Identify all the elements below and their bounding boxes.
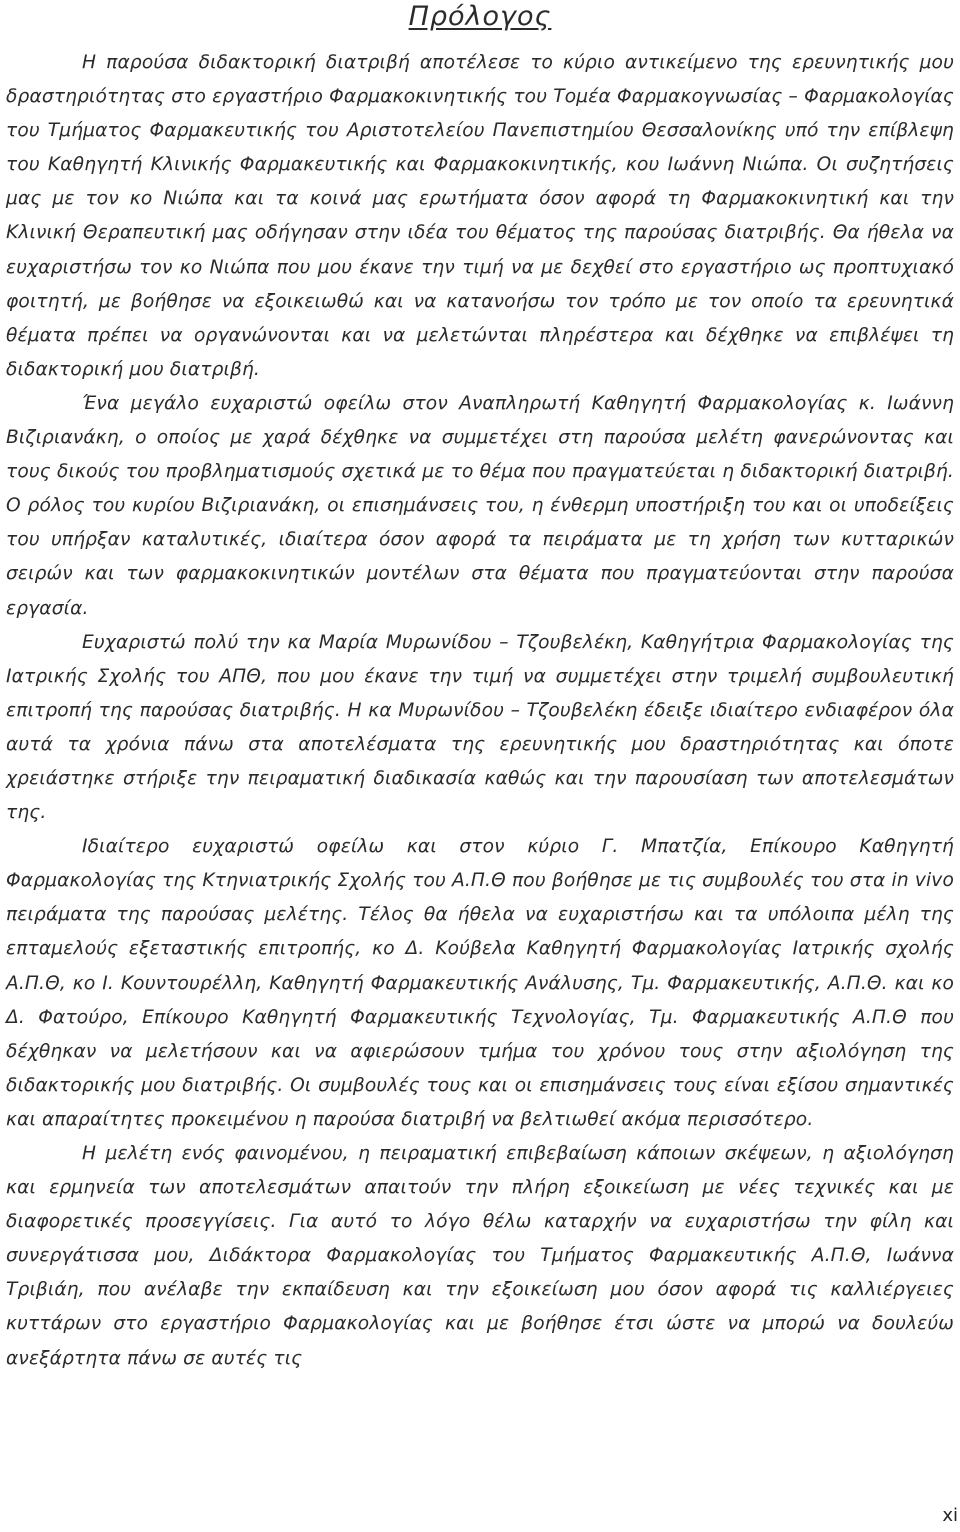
paragraph-4: Ιδιαίτερο ευχαριστώ οφείλω και στον κύριο Γ. Μπατζία, Επίκουρο Καθηγητή Φαρμακολογίας της Κτηνιατρικής Σχολής του Α.Π.Θ που βοήθησε με τις συμβουλές του στα in vivo πειράματα της παρούσας μελέτης. Τέλος θα ήθελα να ευχαριστήσω και τα υπόλοιπα μέλη της επταμελούς εξεταστικής επιτροπής, κο Δ. Κούβελα Καθηγητή Φαρμακολογίας Ιατρικής σχολής Α.Π.Θ, κο Ι. Κουντουρέλλη, Καθηγητή Φαρμακευτικής Ανάλυσης, Τμ. Φαρμακευτικής, Α.Π.Θ. και κο Δ. Φατούρο, Επίκουρο Καθηγητή Φαρμακευτικής Τεχνολογίας, Τμ. Φαρμακευτικής Α.Π.Θ που δέχθηκαν να μελετήσουν και να αφιερώσουν τμήμα του χρόνου τους στην αξιολόγηση της διδακτορικής μου διατριβής. Οι συμβουλές τους και οι επισημάνσεις τους είναι εξίσου σημαντικές και απαραίτητες προκειμένου η παρούσα διατριβή να βελτιωθεί ακόμα περισσότερο. — [6, 836, 954, 1130]
document-page — [6, 0, 954, 1532]
page-number: xi — [942, 1505, 958, 1526]
paragraph-3: Ευχαριστώ πολύ την κα Μαρία Μυρωνίδου – Τζουβελέκη, Καθηγήτρια Φαρμακολογίας της Ιατρικής Σχολής του ΑΠΘ, που μου έκανε την τιμή να συμμετέχει στην τριμελή συμβουλευτική επιτροπή της παρούσας διατριβής. Η κα Μυρωνίδου – Τζουβελέκη έδειξε ιδιαίτερο ενδιαφέρον όλα αυτά τα χρόνια πάνω στα αποτελέσματα της ερευνητικής μου δραστηριότητας και όποτε χρειάστηκε στήριξε την πειραματική διαδικασία καθώς και την παρουσίαση των αποτελεσμάτων της. — [6, 631, 954, 824]
body-text — [6, 46, 954, 1376]
page-title: Πρόλογος — [408, 1, 552, 32]
paragraph-2: Ένα μεγάλο ευχαριστώ οφείλω στον Αναπληρωτή Καθηγητή Φαρμακολογίας κ. Ιωάννη Βιζιριανάκη, ο οποίος με χαρά δέχθηκε να συμμετέχει στη παρούσα μελέτη φανερώνοντας και τους δικούς του προβληματισμούς σχετικά με το θέμα που πραγματεύεται η διδακτορική διατριβή. Ο ρόλος του κυρίου Βιζιριανάκη, οι επισημάνσεις του, η ένθερμη υποστήριξη του και οι υποδείξεις του υπήρξαν καταλυτικές, ιδιαίτερα όσον αφορά τα πειράματα με τη χρήση των κυτταρικών σειρών και των φαρμακοκινητικών μοντέλων στα θέματα που πραγματεύονται στην παρούσα εργασία. — [6, 392, 954, 619]
paragraph-1: Η παρούσα διδακτορική διατριβή αποτέλεσε το κύριο αντικείμενο της ερευνητικής μου δραστηριότητας στο εργαστήριο Φαρμακοκινητικής του Τομέα Φαρμακογνωσίας – Φαρμακολογίας του Τμήματος Φαρμακευτικής του Αριστοτελείου Πανεπιστημίου Θεσσαλονίκης υπό την επίβλεψη του Καθηγητή Κλινικής Φαρμακευτικής και Φαρμακοκινητικής, κου Ιωάννη Νιώπα. Οι συζητήσεις μας με τον κο Νιώπα και τα κοινά μας ερωτήματα όσον αφορά τη Φαρμακοκινητική και την Κλινική Θεραπευτική μας οδήγησαν στην ιδέα του θέματος της παρούσας διατριβής. Θα ήθελα να ευχαριστήσω τον κο Νιώπα που μου έκανε την τιμή να με δεχθεί στο εργαστήριο ως προπτυχιακό φοιτητή, με βοήθησε να εξοικειωθώ και να κατανοήσω τον τρόπο με τον οποίο τα ερευνητικά θέματα πρέπει να οργανώνονται και να μελετώνται πληρέστερα και δέχθηκε να επιβλέψει τη διδακτορική μου διατριβή. — [6, 52, 954, 380]
paragraph-5: Η μελέτη ενός φαινομένου, η πειραματική επιβεβαίωση κάποιων σκέψεων, η αξιολόγηση και ερμηνεία των αποτελεσμάτων απαιτούν την πλήρη εξοικείωση με νέες τεχνικές και με διαφορετικές προσεγγίσεις. Για αυτό το λόγο θέλω καταρχήν να ευχαριστήσω την φίλη και συνεργάτισσα μου, Διδάκτορα Φαρμακολογίας του Τμήματος Φαρμακευτικής Α.Π.Θ, Ιωάννα Τριβιάη, που ανέλαβε την εκπαίδευση και την εξοικείωση μου όσον αφορά τις καλλιέργειες κυττάρων στο εργαστήριο Φαρμακολογίας και με βοήθησε έτσι ώστε να μπορώ να δουλεύω ανεξάρτητα πάνω σε αυτές τις — [6, 1143, 954, 1369]
